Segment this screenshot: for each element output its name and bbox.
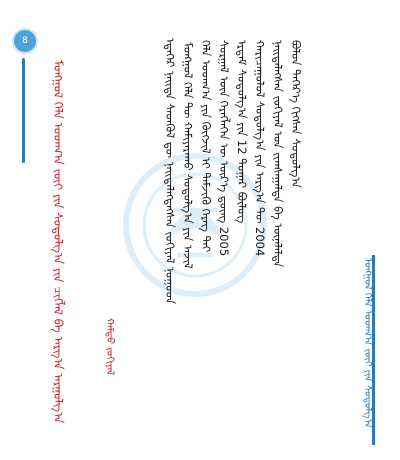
body-column-6: ᠬᠠᠷᠢᠴᠠᠭᠤᠯᠤᠯ ᠰᠤᠳᠤᠯᠭ᠎ᠠ ᠶᠢᠨ ᠠᠷᠭ᠎ᠠ ᠲᠦ 2004 <box>253 40 267 257</box>
body-column-1: ᠡᠳᠡᠭᠡᠷ ᠨᠡᠢᠲᠡ ᠰᠡᠳᠬᠦᠯ ᠳᠦ ᠨᠡᠢᠲᠡᠯᠡᠭᠳᠡᠭᠰᠡᠨ ᠵᠣᠬᠢᠶᠠᠯ ᠨᠤᠭᠤᠳ <box>163 38 177 304</box>
body-column-2: ᠮᠣᠩᠭᠣᠯ ᠬᠡᠯᠡ ᠲᠦ ᠬᠠᠮᠢᠶᠠᠷᠠᠬᠤ ᠰᠤᠳᠤᠯᠭ᠎ᠠ ᠶᠢᠨ ᠠᠵᠢᠯ <box>181 42 195 269</box>
body-column-7: ᠨᠡᠢᠲᠡᠯᠡᠭᠰᠡᠨ ᠵᠣᠬᠢᠶᠠᠯ ᠤᠨ ᠵᠢᠭᠰᠠᠭᠠᠯᠲᠠ ᠪᠠ ᠦᠨᠡᠯᠡᠯᠲᠡ <box>271 40 285 268</box>
page-badge: 8 <box>12 28 38 54</box>
author-note: ᠬᠠᠮᠲᠤ ᠵᠣᠬᠢᠶᠠᠯ <box>104 318 115 376</box>
left-accent-bar <box>22 58 25 163</box>
journal-name: ᠮᠣᠩᠭᠣᠯ ᠬᠡᠯᠡ ᠤᠳᠬ᠎ᠠ ᠵᠦᠢ ᠶᠢᠨ ᠰᠤᠳᠤᠯᠭ᠎ᠠ <box>362 258 373 429</box>
article-title: ᠮᠣᠩᠭᠣᠯ ᠬᠡᠯᠡ ᠤᠳᠬ᠎ᠠ ᠵᠦᠢ ᠶᠢᠨ ᠰᠤᠳᠤᠯᠭ᠎ᠠ ᠶᠢᠨ ᠴᠢᠭᠯᠡᠯ ᠪᠠ ᠠᠷᠭ᠎ᠠ ᠠᠷᠭᠤᠯᠭ᠎ᠠ <box>51 60 65 424</box>
body-column-8: ᠪᠣᠯᠣᠨ ᠳᠡᠭᠡᠷ᠎ᠡ ᠬᠢᠭᠰᠡᠨ ᠰᠤᠳᠤᠯᠭ᠎ᠠ <box>289 40 303 188</box>
body-column-5: ᠡᠷᠳᠡᠮ ᠰᠤᠳᠤᠯᠭ᠎ᠠ ᠶᠢᠨ 12 ᠳᠤᠭᠠᠷ ᠪᠦᠯᠦᠭ <box>235 40 249 224</box>
body-column-3: ᠬᠡᠯᠡ ᠤᠳᠬ᠎ᠠ ᠶᠢᠨ ᠬᠥᠭᠵᠢᠯ ᠢ ᠳᠡᠮᠵᠢᠬᠦ ᠬᠡᠷᠡᠭ ᠲᠡᠢ <box>199 40 213 253</box>
body-column-4: ᠰᠤᠷᠭᠠᠯ ᠦᠨ ᠬᠡᠷᠡᠭᠯᠡᠭᠡᠨ ᠦ ᠦᠷ᠎ᠡ ᠳ᠋ᠦᠩ 2005 <box>217 40 231 257</box>
